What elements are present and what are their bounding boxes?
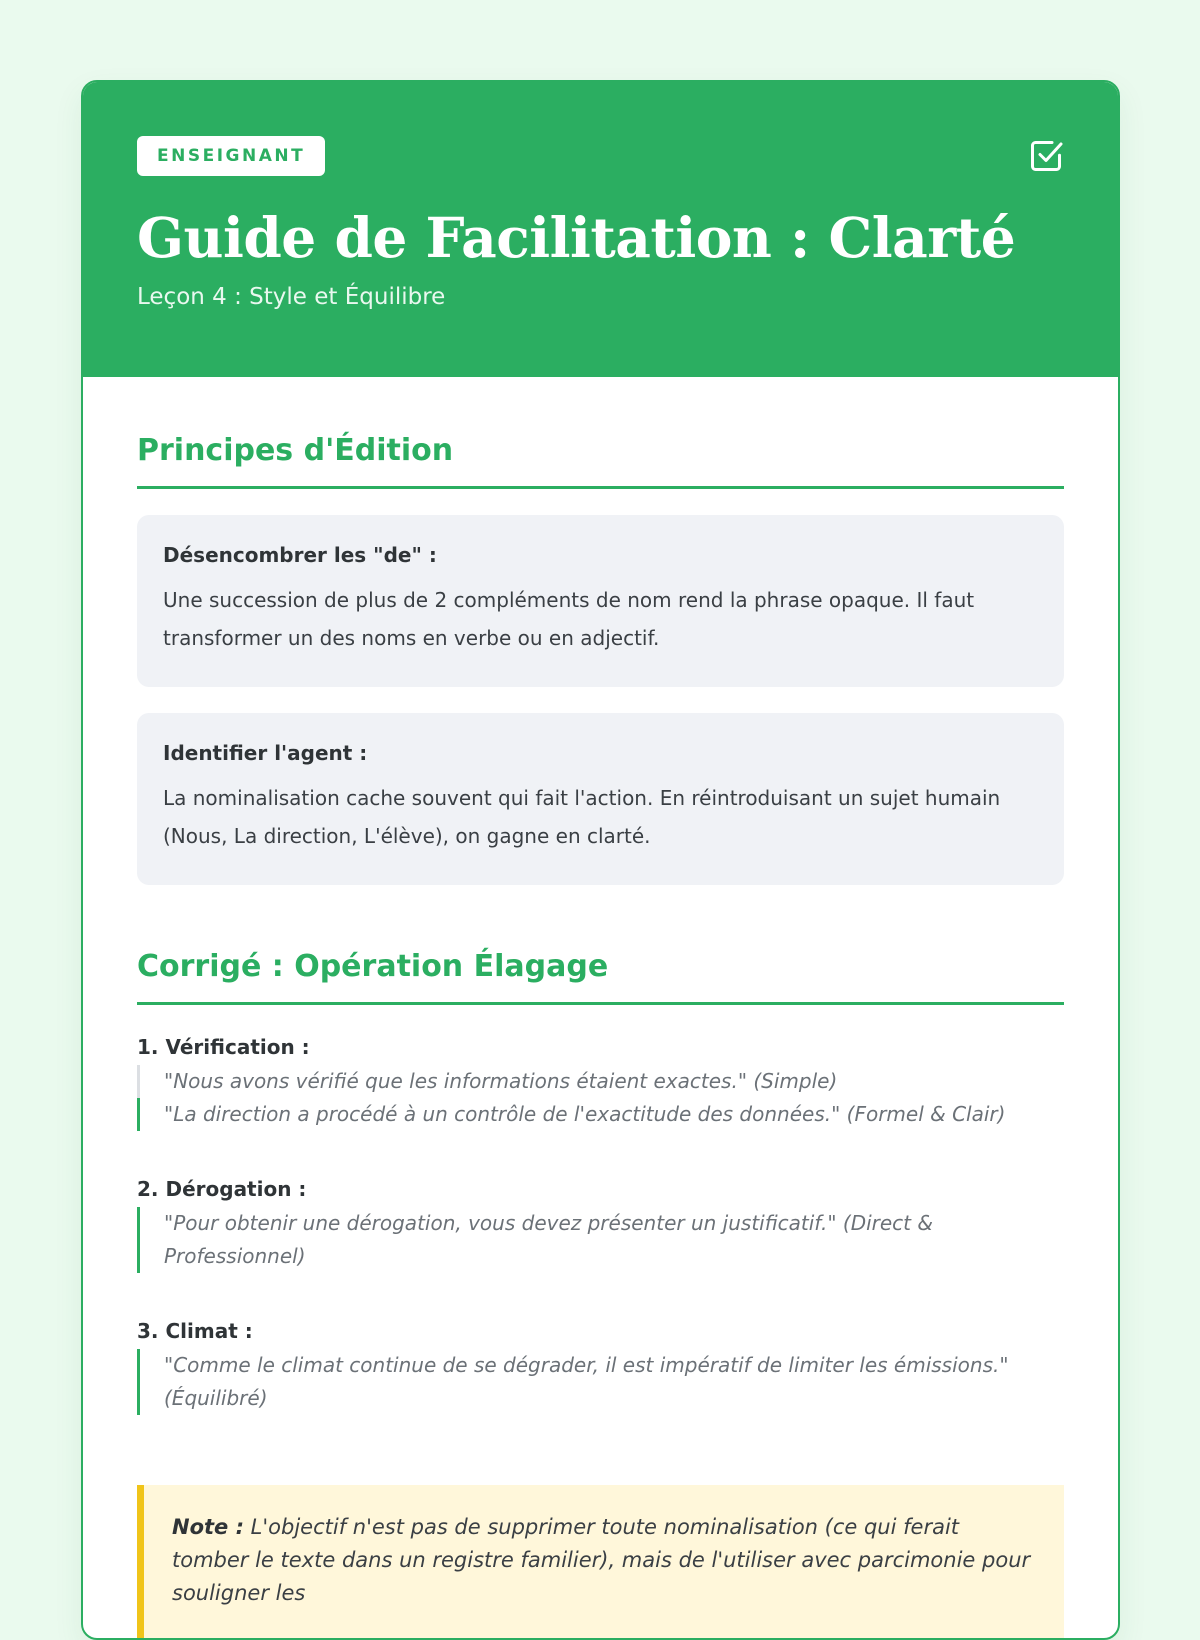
role-badge: ENSEIGNANT (137, 136, 325, 176)
principle-card (137, 515, 1064, 687)
correction-item (137, 1319, 1064, 1415)
principles-heading: Principes d'Édition (137, 433, 1064, 489)
check-square-icon[interactable] (1028, 138, 1064, 174)
correction-item-title: 2. Dérogation : (137, 1177, 307, 1201)
note-label: Note : (172, 1515, 244, 1539)
correction-line: "Pour obtenir une dérogation, vous devez présenter un justificatif." (Direct & Professionnel) (137, 1207, 1064, 1273)
principle-card (137, 713, 1064, 885)
page-title: Guide de Facilitation : Clarté (137, 205, 1016, 270)
page-subtitle: Leçon 4 : Style et Équilibre (137, 284, 446, 310)
correction-item-title: 1. Vérification : (137, 1035, 310, 1059)
guide-card (81, 80, 1120, 1640)
note-text: L'objectif n'est pas de supprimer toute nominalisation (ce qui ferait tomber le texte dans un registre familier), mais de l'utiliser avec parcimonie pour souligner les (172, 1515, 1031, 1605)
principle-text: Une succession de plus de 2 compléments de nom rend la phrase opaque. Il faut transformer un des noms en verbe ou en adjectif. (163, 588, 975, 650)
correction-line: "La direction a procédé à un contrôle de l'exactitude des données." (Formel & Clair) (137, 1098, 1064, 1131)
header (83, 82, 1118, 377)
correction-item (137, 1177, 1064, 1273)
correction-item (137, 1035, 1064, 1131)
correction-line: "Comme le climat continue de se dégrader, il est impératif de limiter les émissions." (Équilibré) (137, 1349, 1064, 1415)
principle-title: Identifier l'agent : (163, 741, 368, 765)
correction-item-title: 3. Climat : (137, 1319, 253, 1343)
correction-line: "Nous avons vérifié que les informations étaient exactes." (Simple) (137, 1065, 1064, 1098)
note-box (137, 1485, 1064, 1640)
content (83, 433, 1118, 1640)
principle-text: La nominalisation cache souvent qui fait l'action. En réintroduisant un sujet humain (Nous, La direction, L'élève), on gagne en clarté. (163, 786, 1001, 848)
correction-heading: Corrigé : Opération Élagage (137, 949, 1064, 1005)
principle-title: Désencombrer les "de" : (163, 543, 437, 567)
